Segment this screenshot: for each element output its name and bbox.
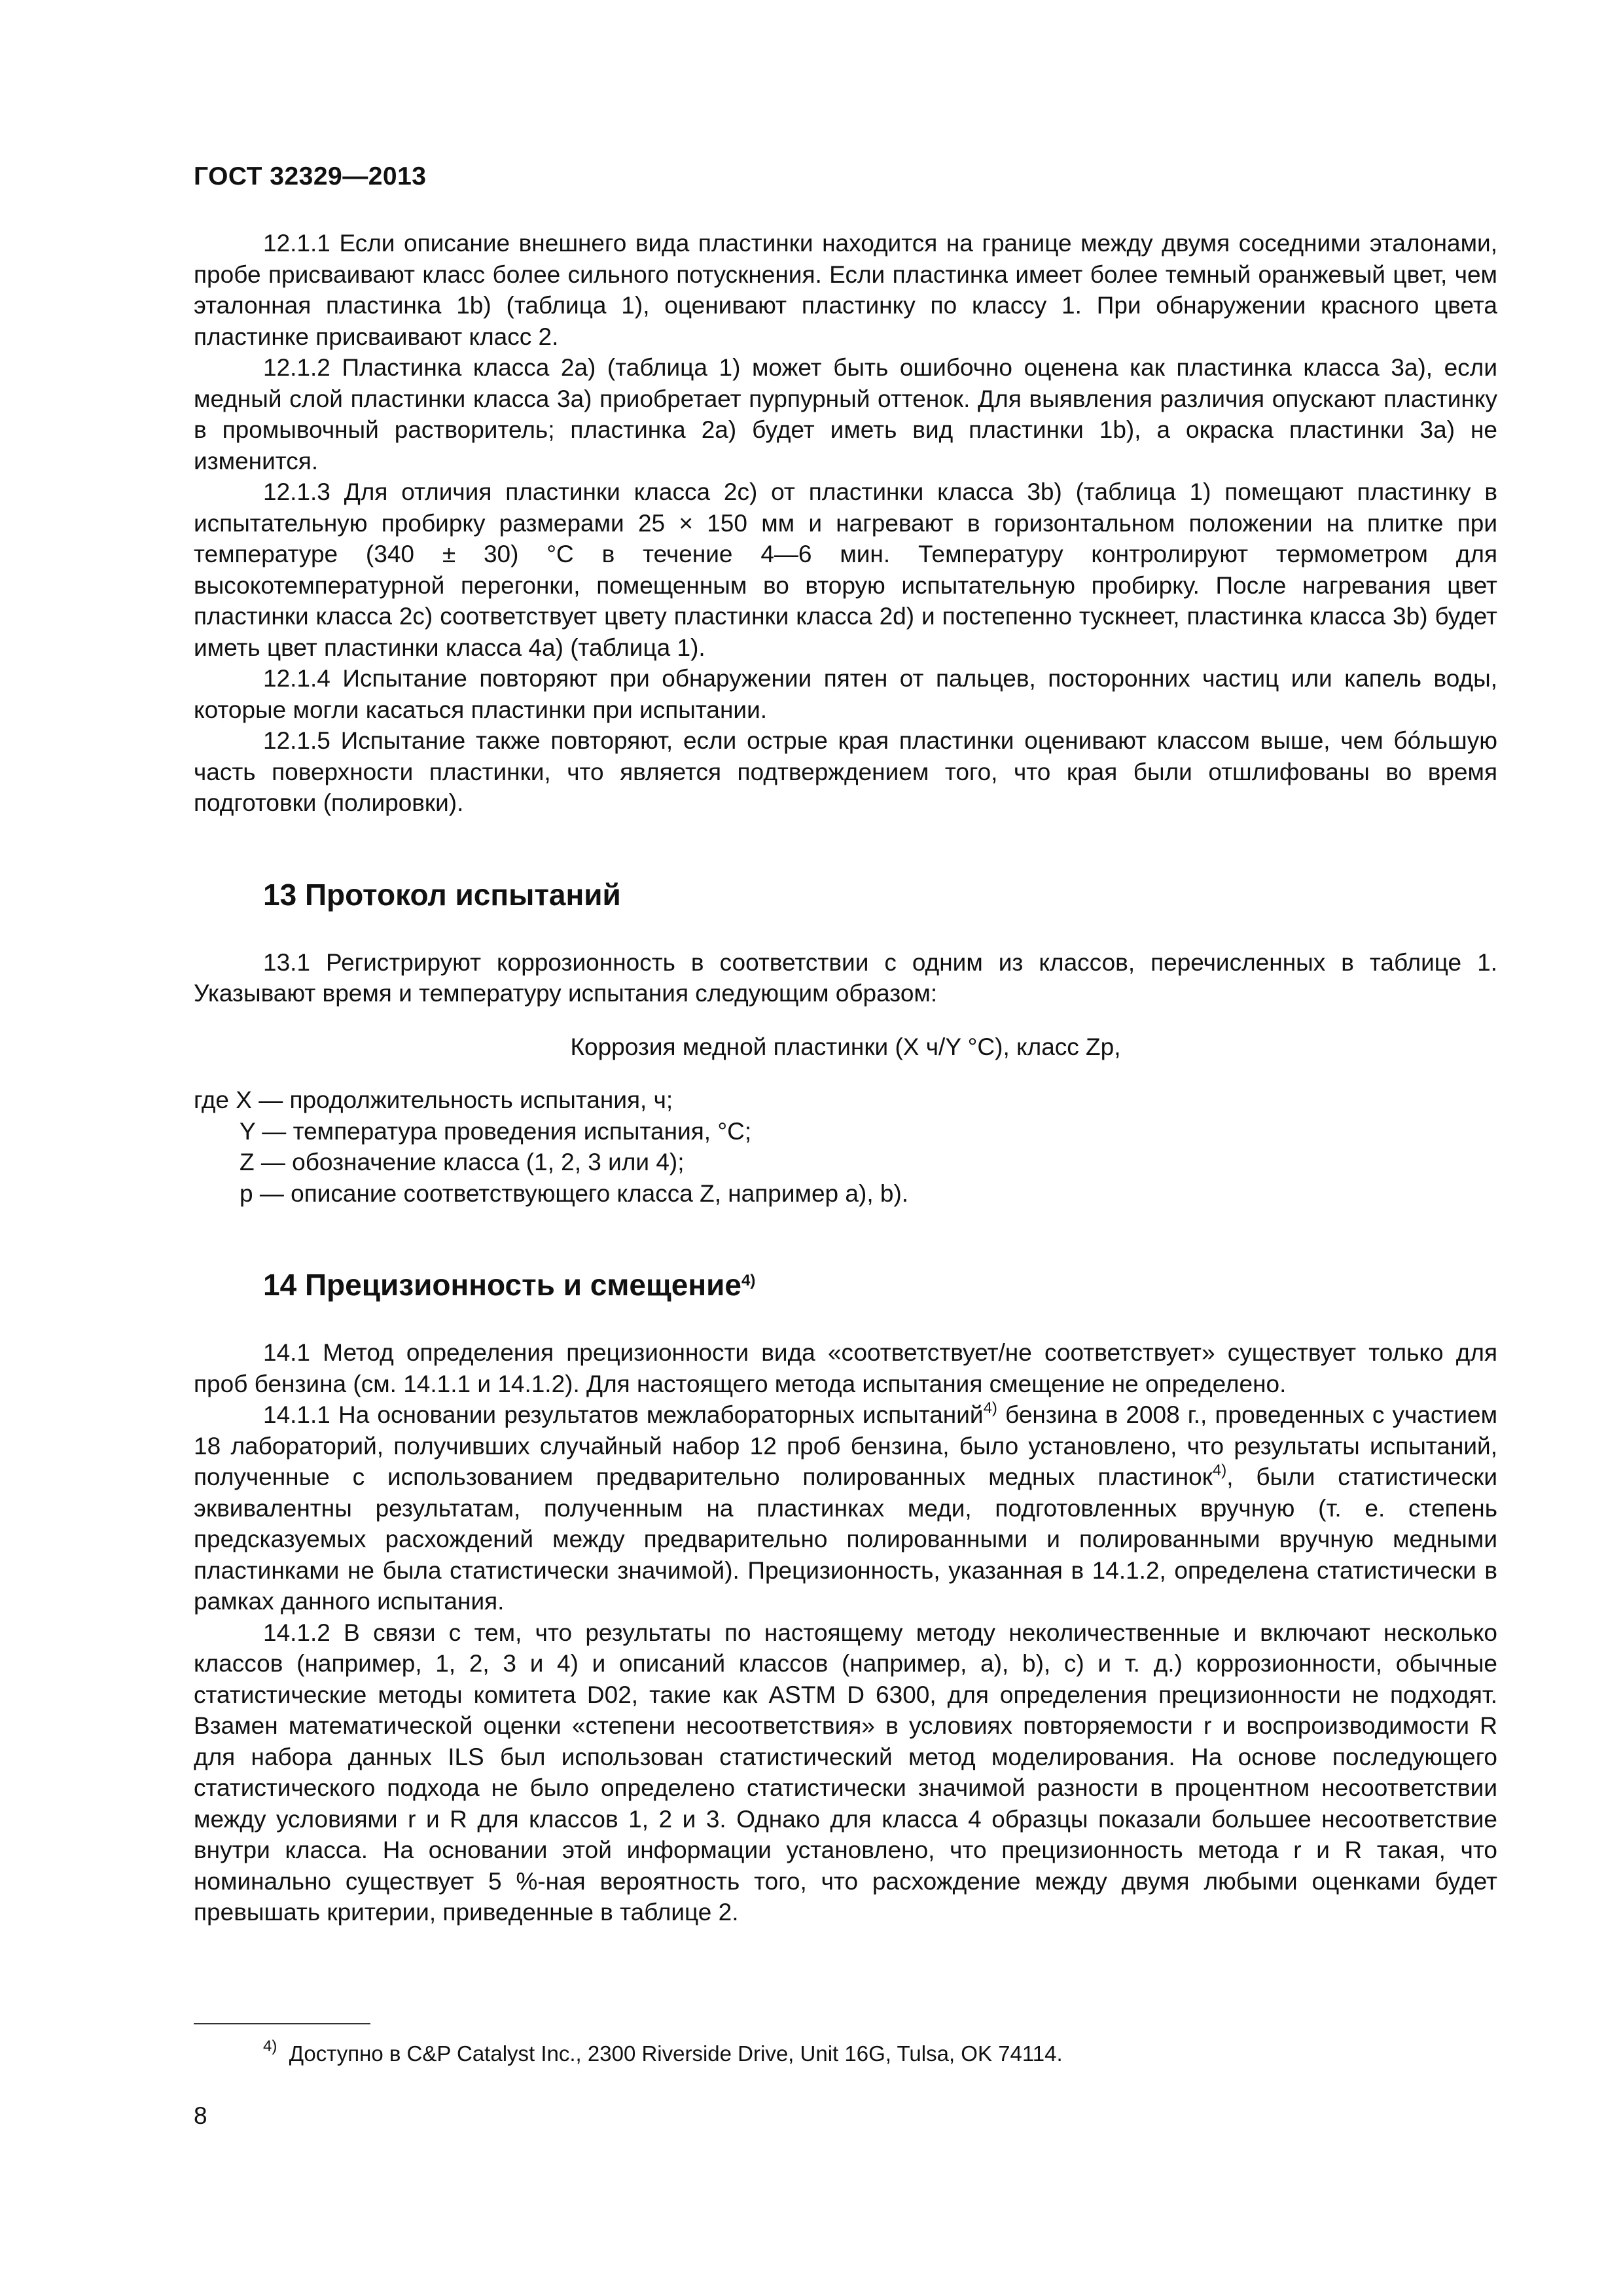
paragraph-12-1-4: 12.1.4 Испытание повторяют при обнаружении пятен от пальцев, посторонних частиц или капель воды, которые могли касаться пластинки при испытании. — [194, 665, 1497, 723]
paragraph-12-1-1: 12.1.1 Если описание внешнего вида пластинки находится на границе между двумя соседними эталонами, пробе присваивают класс более сильного потускнения. Если пластинка имеет более темный оранжевый цвет, чем эталонная пластинка 1b) (таблица 1), оценивают пластинку по классу 1. При обнаружении красного цвета пластинке присваивают класс 2. — [194, 230, 1497, 350]
document-header: ГОСТ 32329—2013 — [194, 162, 427, 190]
paragraph-13-1: 13.1 Регистрируют коррозионность в соответствии с одним из классов, перечисленных в таблице 1. Указывают время и температуру испытания следующим образом: — [194, 948, 1497, 1007]
paragraph-14-1-2: 14.1.2 В связи с тем, что результаты по настоящему методу неколичественные и включают несколько классов (например, 1, 2, 3 и 4) и описаний классов (например, а), b), с) и т. д.) коррозионности, обычные статистические методы комитета D02, такие как ASTM D 6300, для определения прецизионности не подходят. Взамен математической оценки «степени несоответствия» в условиях повторяемости r и воспроизводимости R для набора данных ILS был использован статистический метод моделирования. На основе последующего статистического подхода не было определено статистически значимой разности в процентном несоответствии между условиями r и R для классов 1, 2 и 3. Однако для класса 4 образцы показали большее несоответствие внутри класса. На основании этой информации установлено, что прецизионность метода r и R такая, что номинально существует 5 %-ная вероятность того, что расхождение между двумя любыми оценками будет превышать критерии, приведенные в таблице 2. — [194, 1619, 1497, 1926]
section-14-heading-text: 14 Прецизионность и смещение — [263, 1268, 742, 1302]
where-item-x: где X — продолжительность испытания, ч; — [194, 1086, 673, 1113]
page-number: 8 — [194, 2102, 207, 2129]
formula-line: Коррозия медной пластинки (X ч/Y °С), класс Zp, — [570, 1033, 1121, 1060]
paragraph-14-1: 14.1 Метод определения прецизионности вида «соответствует/не соответствует» существует только для проб бензина (см. 14.1.1 и 14.1.2). Для настоящего метода испытания смещение не определено. — [194, 1339, 1497, 1397]
paragraph-14-1-1-part-c: , были статистически эквивалентны результатам, полученным на пластинках меди, подготовленных вручную (т. е. степень предсказуемых расхождений между предварительно полированными и полированными вручную медными пластинками не была статистически значимой). Прецизионность, указанная в 14.1.2, определена статистически в рамках данного испытания. — [194, 1463, 1497, 1615]
footnote-divider — [194, 2023, 370, 2024]
footnote-text: Доступно в C&P Catalyst Inc., 2300 Riverside Drive, Unit 16G, Tulsa, OK 74114. — [289, 2041, 1063, 2066]
footnote-ref: 4) — [1212, 1462, 1227, 1479]
paragraph-12-1-2: 12.1.2 Пластинка класса 2а) (таблица 1) может быть ошибочно оценена как пластинка класса 3а), если медный слой пластинки класса 3а) приобретает пурпурный оттенок. Для выявления различия опускают пластинку в промывочный растворитель; пластинка 2а) будет иметь вид пластинки 1b), а окраска пластинки 3а) не изменится. — [194, 354, 1497, 475]
where-item-p: p — описание соответствующего класса Z, например a), b). — [240, 1179, 909, 1207]
paragraph-12-1-3: 12.1.3 Для отличия пластинки класса 2с) от пластинки класса 3b) (таблица 1) помещают пластинку в испытательную пробирку размерами 25 × 150 мм и нагревают в горизонтальном положении на плитке при температуре (340 ± 30) °С в течение 4—6 мин. Температуру контролируют термометром для высокотемпературной перегонки, помещенным во вторую испытательную пробирку. После нагревания цвет пластинки класса 2с) соответствует цвету пластинки класса 2d) и постепенно тускнеет, пластинка класса 3b) будет иметь цвет пластинки класса 4а) (таблица 1). — [194, 478, 1497, 661]
section-13-heading: 13 Протокол испытаний — [263, 877, 621, 912]
where-item-y: Y — температура проведения испытания, °С; — [240, 1117, 752, 1145]
footnote-ref: 4) — [741, 1272, 756, 1289]
footnote-ref: 4) — [983, 1399, 997, 1417]
page-body — [194, 228, 1497, 1928]
paragraph-14-1-1-part-a: 14.1.1 На основании результатов межлабораторных испытаний — [263, 1401, 984, 1428]
paragraph-14-1-1 — [194, 1399, 1497, 1617]
paragraph-12-1-5: 12.1.5 Испытание также повторяют, если острые края пластинки оценивают классом выше, чем бóльшую часть поверхности пластинки, что является подтверждением того, что края были отшлифованы во время подготовки (полировки). — [194, 727, 1497, 816]
footnote — [263, 2039, 1063, 2068]
section-14-heading — [194, 1265, 1497, 1304]
footnote-marker: 4) — [263, 2037, 277, 2055]
paragraph-14-1-1-part-b: бензина в 2008 г., проведенных с участием 18 лабораторий, получивших случайный набор 12 проб бензина, было установлено, что результаты испытаний, полученные с использованием предварительно полированных медных пластинок — [194, 1401, 1498, 1490]
where-item-z: Z — обозначение класса (1, 2, 3 или 4); — [240, 1149, 685, 1175]
